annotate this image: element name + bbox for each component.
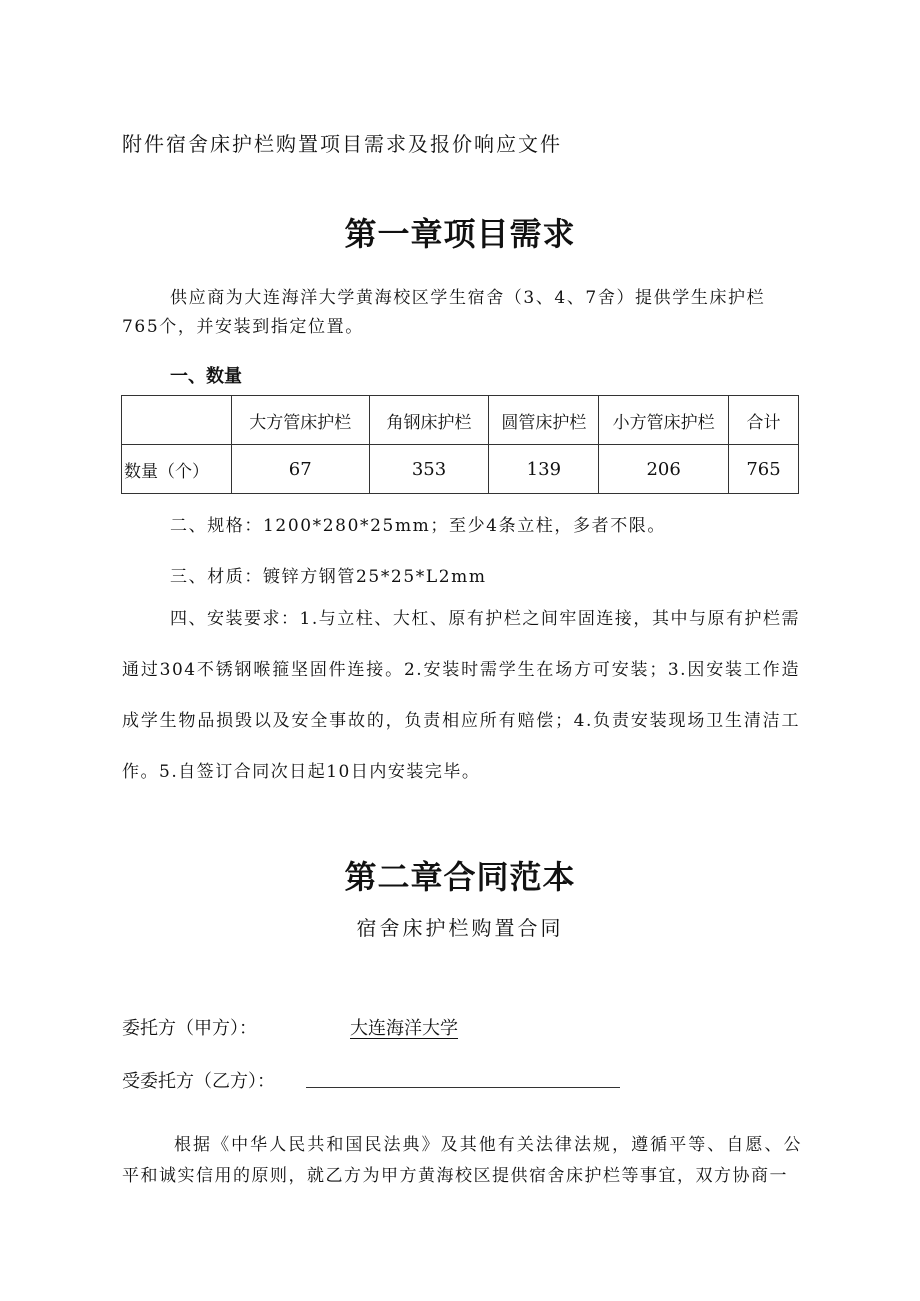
attachment-title: 附件宿舍床护栏购置项目需求及报价响应文件 (122, 132, 562, 156)
table-header-cell: 角钢床护栏 (369, 396, 489, 445)
quantity-table (121, 395, 799, 494)
material-text: 三、材质：镀锌方钢管25*25*L2mm (170, 567, 487, 587)
table-header-cell: 合计 (729, 396, 799, 445)
table-header-cell (122, 396, 232, 445)
table-header-row (122, 396, 799, 445)
installation-requirements: 四、安装要求：1.与立柱、大杠、原有护栏之间牢固连接，其中与原有护栏需通过304不锈钢喉箍坚固件连接。2.安装时需学生在场方可安装；3.因安装工作造成学生物品损毁以及安全事故的，负责相应所有赔偿；4.负责安装现场卫生清洁工作。5.自签订合同次日起10日内安装完毕。 (122, 609, 800, 782)
spec-text: 二、规格：1200*280*25mm；至少4条立柱，多者不限。 (170, 516, 666, 536)
table-cell: 206 (599, 445, 729, 494)
party-b-label: 受委托方（乙方）： (122, 1071, 275, 1092)
chapter2-title: 第二章合同范本 (344, 858, 576, 896)
contract-intro: 根据《中华人民共和国民法典》及其他有关法律法规，遵循平等、自愿、公平和诚实信用的原则，就乙方为甲方黄海校区提供宿舍床护栏等事宜，双方协商一 (122, 1135, 802, 1186)
table-row-label: 数量（个） (122, 445, 232, 494)
quantity-heading: 一、数量 (170, 366, 242, 387)
table-header-cell: 小方管床护栏 (599, 396, 729, 445)
table-cell: 67 (231, 445, 369, 494)
chapter1-intro-line2: 765个，并安装到指定位置。 (122, 317, 364, 337)
table-header-cell: 圆管床护栏 (489, 396, 599, 445)
party-b-blank-line (306, 1087, 620, 1088)
table-cell: 139 (489, 445, 599, 494)
table-row (122, 445, 799, 494)
party-a-value: 大连海洋大学 (350, 1018, 458, 1039)
contract-subtitle: 宿舍床护栏购置合同 (356, 916, 564, 940)
chapter1-intro-line1: 供应商为大连海洋大学黄海校区学生宿舍（3、4、7舍）提供学生床护栏 (170, 288, 766, 308)
table-header-cell: 大方管床护栏 (231, 396, 369, 445)
party-a-label: 委托方（甲方）： (122, 1018, 257, 1039)
table-cell: 353 (369, 445, 489, 494)
table-cell: 765 (729, 445, 799, 494)
chapter1-title: 第一章项目需求 (344, 215, 576, 253)
